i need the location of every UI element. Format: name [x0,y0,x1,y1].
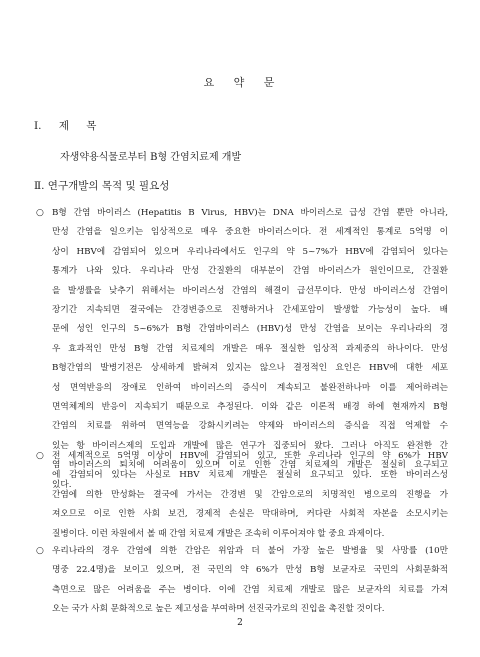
paragraph-line: 우 효과적인 만성 B형 간염 치료제의 개발은 매우 절실한 임상적 과제중의 하나이다. 만성 [52,343,448,354]
paragraph-line: 문에 성인 인구의 5~6%가 B형 간염바이러스 (HBV)성 만성 간염을 보이는 우리나라의 경 [52,324,448,335]
paragraph-line: 에 감염되어 있다는 사실로 HBV 치료제 개발은 절실히 요구되고 있다. 또한 바이러스성 [52,470,448,481]
paragraph-line: 면역체계의 반응이 지속되기 때문으로 추정된다. 이와 같은 이론적 배경 하에 현재까지 B형 [52,402,448,413]
paragraph-line: 오는 국가 사회 문화적으로 높은 제고성을 부여하며 선진국가로의 진입을 촉진할 것이다. [52,604,385,615]
paragraph-line: 져오므로 이로 인한 사회 보건, 경제적 손실은 막대하며, 커다란 사회적 자본을 소모시키는 [52,509,448,520]
paragraph-line: 만성 간염을 일으키는 임상적으로 매우 중요한 바이러스이다. 전 세계적인 통계로 5억명 이 [52,227,448,238]
paragraph-line: 우리나라의 경우 간염에 의한 간암은 위암과 더 불어 가장 높은 발병율 및 사망률 (10만 [52,546,448,556]
paragraph-line: 상이 HBV에 감염되어 있으며 우리나라에서도 인구의 약 5~7%가 HBV에 감염되어 있다는 [52,246,448,257]
paragraph-line: B형간염의 발병기전은 상세하게 밝혀져 있지는 않으나 결정적인 요인은 HBV에 대한 세포 [52,363,448,374]
paragraph-line: 질병이다. 이런 차원에서 볼 때 간염 치료제 개발은 조속히 이루어져야 할 중요 과제이다. [52,528,385,539]
paragraph-line: 있는 항 바이러스제의 도입과 개발에 많은 연구가 집중되어 왔다. 그러나 아직도 완전한 간 [52,440,448,451]
paragraph-hbv-need [36,447,448,544]
paragraph-line: 간염의 치료를 위하여 면역능을 강화시키려는 약제와 바이러스의 증식을 직접 억제할 수 [52,421,448,432]
paragraph-line: 측면으로 많은 어려움을 주는 병이다. 이에 간염 치료제 개발로 많은 보균자의 치료를 가져 [52,584,448,595]
page-number: 2 [237,618,243,628]
paragraph-line: 간염에 의한 만성화는 결국에 가서는 간경변 및 간암으로의 치명적인 병으로의 진행을 가 [52,489,448,500]
paragraph-line: 성 면역반응의 장애로 인하여 바이러스의 증식이 계속되고 불완전하나마 이를 제어하려는 [52,382,448,393]
paragraph-line: 을 발생률을 낮추기 위해서는 바이러스성 간염의 해결이 급선무이다. 만성 바이러스성 간염이 [52,285,448,296]
paragraph-line: B형 간염 바이러스 (Hepatitis B Virus, HBV)는 DNA 바이러스로 급성 간염 뿐만 아니라, [52,208,448,218]
paragraph-line: 통계가 나와 있다. 우리나라 만성 간질환의 대부분이 간염 바이러스가 원인이므로, 간질환 [52,266,448,277]
paragraph-line: 염 바이러스의 퇴치에 어려움이 있으며 이로 인한 간염 치료제의 개발은 절실히 요구되고 [52,460,448,471]
project-subject: 자생약용식물로부터 B형 간염치료제 개발 [60,152,242,163]
paragraph-line: 명중 22.4명)을 보이고 있으며, 전 국민의 약 6%가 만성 B형 보균자로 국민의 사회문화적 [52,565,448,576]
section-heading-title: Ⅰ. 제 목 [34,120,97,132]
paragraph-line: 있다. [52,479,72,490]
paragraph-line: 전 세계적으로 5억명 이상이 HBV에 감염되어 있고, 또한 우리나라 인구의 약 6%가 HBV [52,451,448,461]
bullet-icon: ○ [36,546,44,556]
paragraph-korea-impact [36,542,448,620]
section-heading-purpose: Ⅱ. 연구개발의 목적 및 필요성 [34,180,170,192]
paragraph-line: 장기간 지속되면 결국에는 간경변증으로 진행하거나 간세포암이 발생할 가능성이 높다. 배 [52,305,448,316]
document-title: 요 약 문 [203,76,277,89]
bullet-icon: ○ [36,451,44,461]
bullet-icon: ○ [36,208,44,218]
